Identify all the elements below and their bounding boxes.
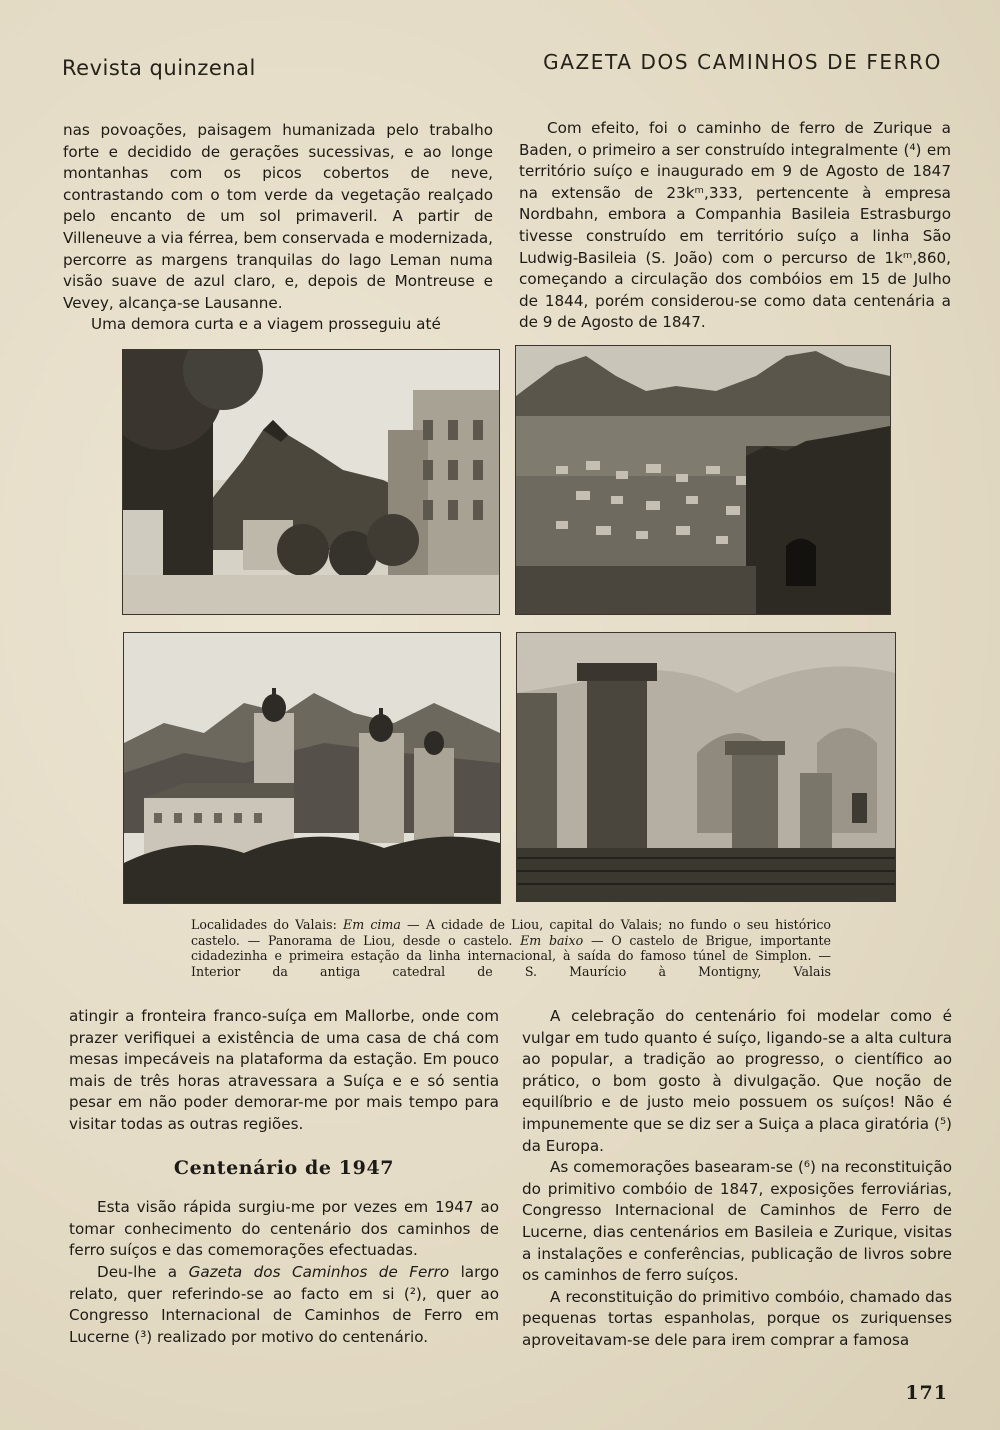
column-bottom-left bbox=[69, 1006, 499, 1348]
header-right: GAZETA DOS CAMINHOS DE FERRO bbox=[543, 50, 942, 74]
paragraph: Deu-lhe a Gazeta dos Caminhos de Ferro largo relato, quer referindo-se ao facto em si (²), quer ao Congresso Internacional de Caminhos de Ferro em Lucerne (³) realizado por motivo do centenário. bbox=[69, 1262, 500, 1346]
photo-castle-brigue bbox=[124, 633, 500, 903]
paragraph: As comemorações basearam-se (⁶) na reconstituição do primitivo combóio de 1847, exposições ferroviárias, Congresso Internacional de Caminhos de Ferro de Lucerne, dias centenários em Basileia e Zurique, visitas a instalações e conferências, publicação de livros sobre os caminhos de ferro suíços. bbox=[522, 1158, 952, 1285]
paragraph: Uma demora curta e a viagem prosseguiu até bbox=[91, 315, 441, 334]
header-left: Revista quinzenal bbox=[62, 56, 256, 80]
photo-city-square-castle bbox=[123, 350, 499, 614]
paragraph: Com efeito, foi o caminho de ferro de Zurique a Baden, o primeiro a ser construído integralmente (⁴) em território suíço e inaugurado em 9 de Agosto de 1847 na extensão de 23kᵐ,333, pertencente à empresa Nordbahn, embora a Companhia Basileia Estrasburgo tivesse construído em território suíço a linha São Ludwig-Basileia (S. João) com o percurso de 1kᵐ,860, começando a circulação dos combóios em 15 de Julho de 1844, porém considerou-se como data centenária a de 9 de Agosto de 1847. bbox=[519, 119, 951, 332]
photo-cathedral-interior bbox=[517, 633, 895, 901]
photo-town-panorama bbox=[516, 346, 890, 614]
column-top-right bbox=[519, 118, 951, 334]
paragraph: A celebração do centenário foi modelar como é vulgar em tudo quanto é suíço, ligando-se a alta cultura ao popular, a tradição ao progresso, o científico ao prático, o bom gosto à divulgação. Que noção de equilíbrio e de justo meio possuem os suíços! Não é impunemente que se diz ser a Suiça a placa giratória (⁵) da Europa. bbox=[522, 1007, 952, 1155]
column-bottom-right bbox=[522, 1006, 952, 1352]
photo-caption: Localidades do Valais: Em cima — A cidade de Liou, capital do Valais; no fundo o seu histórico castelo. — Panorama de Liou, desde o castelo. Em baixo — O castelo de Brigue, importante cidadezinha e primeira estação da linha internacional, à saída do famoso túnel de Simplon. — Interior da antiga catedral de S. Maurício à Montigny, Valais bbox=[191, 917, 832, 979]
section-title: Centenário de 1947 bbox=[173, 1156, 395, 1179]
paragraph: nas povoações, paisagem humanizada pelo trabalho forte e decidido de gerações sucessivas, e ao longe montanhas com os picos cobertos de neve, contrastando com o tom verde da vegetação realçado pelo encanto de um sol primaveril. A partir de Villeneuve a via férrea, bem conservada e modernizada, percorre as margens tranquilas do lago Leman numa visão suave de azul claro, e, depois de Montreuse e Vevey, alcança-se Lausanne. bbox=[63, 121, 493, 312]
paragraph: atingir a fronteira franco-suíça em Mallorbe, onde com prazer verifiquei a existência de uma casa de chá com mesas impecáveis na plataforma da estação. Em pouco mais de três horas atravessara a Suíça e e só sentia pesar em não poder demorar-me por mais tempo para visitar todas as outras regiões. bbox=[69, 1007, 499, 1133]
page-number: 171 bbox=[905, 1382, 948, 1404]
paragraph: Esta visão rápida surgiu-me por vezes em 1947 ao tomar conhecimento do centenário dos caminhos de ferro suíços e das comemorações efectuadas. bbox=[69, 1198, 499, 1260]
column-top-left bbox=[63, 120, 493, 336]
paragraph: A reconstituição do primitivo combóio, chamado das pequenas tortas espanholas, porque os zuriquenses aproveitavam-se dele para irem comprar a famosa bbox=[522, 1287, 952, 1349]
